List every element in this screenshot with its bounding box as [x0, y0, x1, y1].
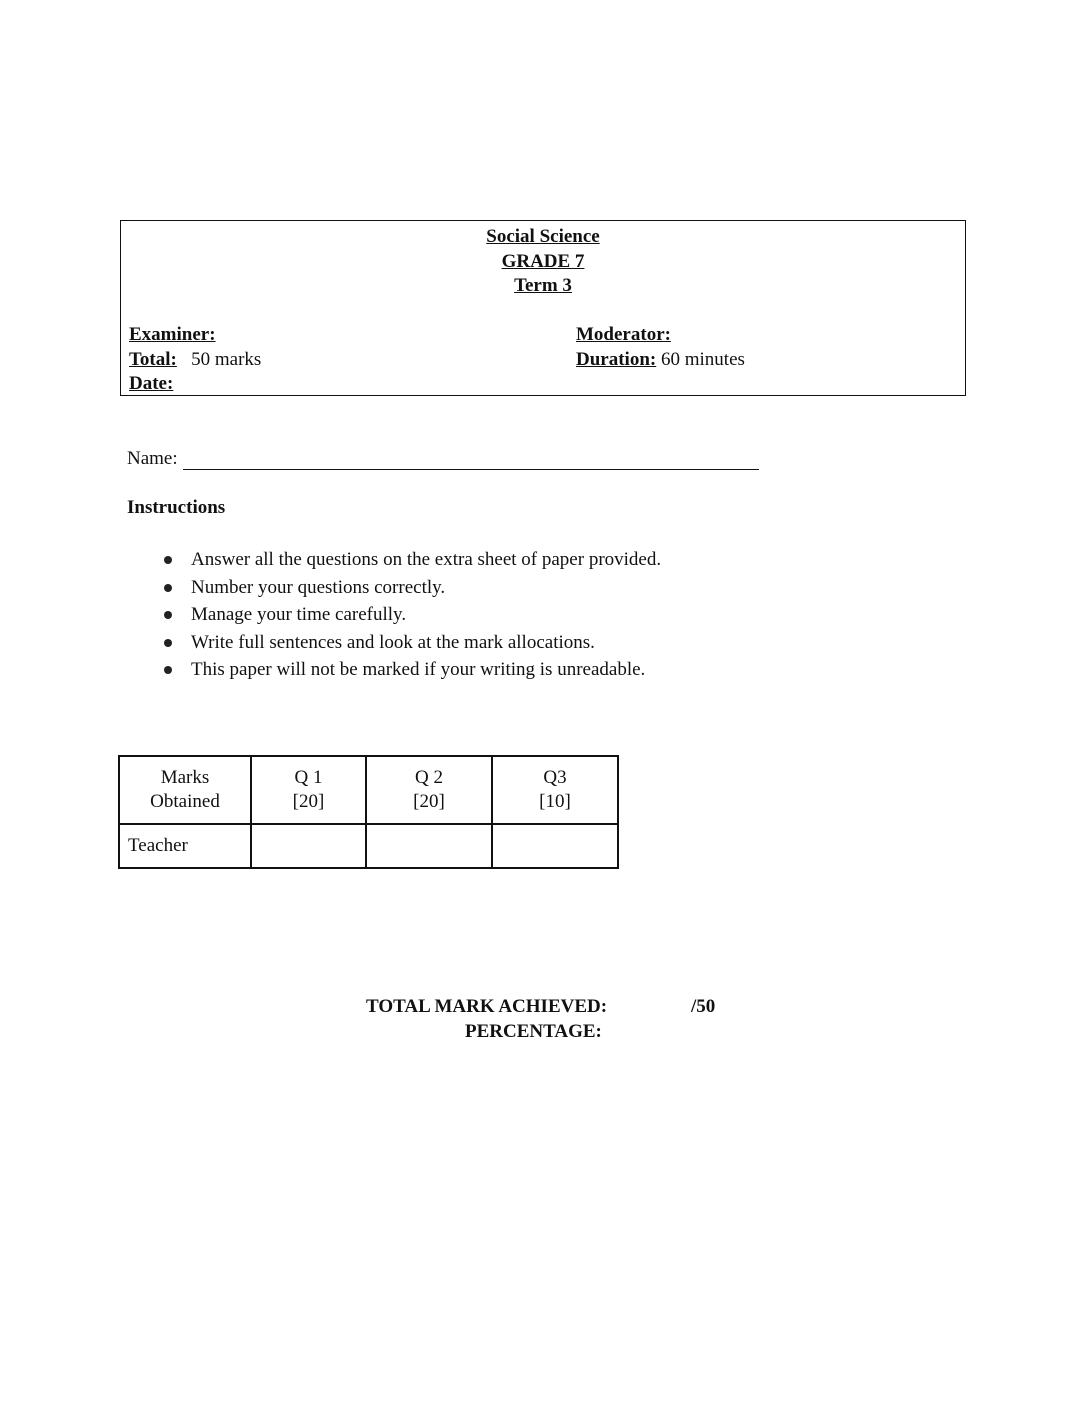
instructions-list — [160, 546, 661, 684]
q1-header — [251, 756, 366, 824]
examiner-label: Examiner: — [129, 324, 216, 345]
marks-obtained-header — [119, 756, 251, 824]
bullet-icon — [164, 611, 172, 619]
bullet-icon — [164, 639, 172, 647]
instruction-text: Number your questions correctly. — [191, 576, 446, 598]
percentage-row — [366, 1020, 715, 1045]
total-mark-label: TOTAL MARK ACHIEVED: — [366, 996, 608, 1017]
total-mark-row — [366, 995, 715, 1020]
name-field-row — [127, 448, 759, 470]
duration-value: 60 minutes — [660, 348, 745, 370]
q3-mark-cell[interactable] — [492, 824, 618, 868]
table-row — [119, 824, 618, 868]
bullet-icon — [164, 666, 172, 674]
instruction-item — [160, 656, 661, 684]
instruction-item — [160, 574, 661, 602]
duration-label: Duration: — [576, 348, 657, 370]
instruction-item — [160, 546, 661, 574]
name-label: Name: — [127, 448, 178, 469]
q2-mark-cell[interactable] — [366, 824, 492, 868]
instruction-item — [160, 601, 661, 629]
name-input-line[interactable] — [183, 449, 759, 470]
instruction-item — [160, 629, 661, 657]
grade-title: GRADE 7 — [501, 250, 585, 272]
header-line: Obtained — [150, 791, 220, 812]
marks-table — [118, 755, 619, 869]
marks-table-header-row — [119, 756, 618, 824]
bullet-icon — [164, 556, 172, 564]
total-value: 50 marks — [191, 348, 262, 370]
date-label: Date: — [129, 373, 174, 394]
total-row — [129, 348, 261, 373]
term-title: Term 3 — [514, 275, 572, 296]
examiner-row — [129, 323, 261, 348]
header-line: [20] — [413, 791, 445, 812]
total-mark-out-of: /50 — [691, 996, 716, 1017]
header-line: [10] — [539, 791, 571, 812]
instruction-text: Answer all the questions on the extra sheet of paper provided. — [191, 549, 662, 570]
moderator-row — [576, 323, 745, 348]
subject-title: Social Science — [486, 226, 600, 247]
header-line: Q3 — [543, 767, 567, 788]
instructions-heading: Instructions — [127, 497, 226, 518]
q1-mark-cell[interactable] — [251, 824, 366, 868]
instruction-text: Write full sentences and look at the mark allocations. — [191, 631, 595, 653]
q3-header — [492, 756, 618, 824]
bullet-icon — [164, 584, 172, 592]
moderator-label: Moderator: — [576, 324, 671, 345]
q2-header — [366, 756, 492, 824]
duration-row — [576, 348, 745, 373]
exam-meta-right — [576, 323, 745, 372]
exam-meta-left — [129, 323, 261, 397]
header-line: [20] — [292, 791, 325, 812]
header-line: Marks — [160, 767, 210, 788]
totals-block — [366, 995, 715, 1044]
percentage-label: PERCENTAGE: — [465, 1020, 602, 1042]
date-row — [129, 372, 261, 397]
exam-titles — [121, 225, 965, 299]
header-line: Q 2 — [415, 767, 443, 788]
total-label: Total: — [129, 348, 177, 370]
exam-header-box — [120, 220, 966, 396]
instruction-text: This paper will not be marked if your writing is unreadable. — [191, 659, 646, 680]
teacher-label: Teacher — [119, 824, 251, 868]
header-line: Q 1 — [294, 767, 323, 788]
instruction-text: Manage your time carefully. — [191, 604, 407, 625]
